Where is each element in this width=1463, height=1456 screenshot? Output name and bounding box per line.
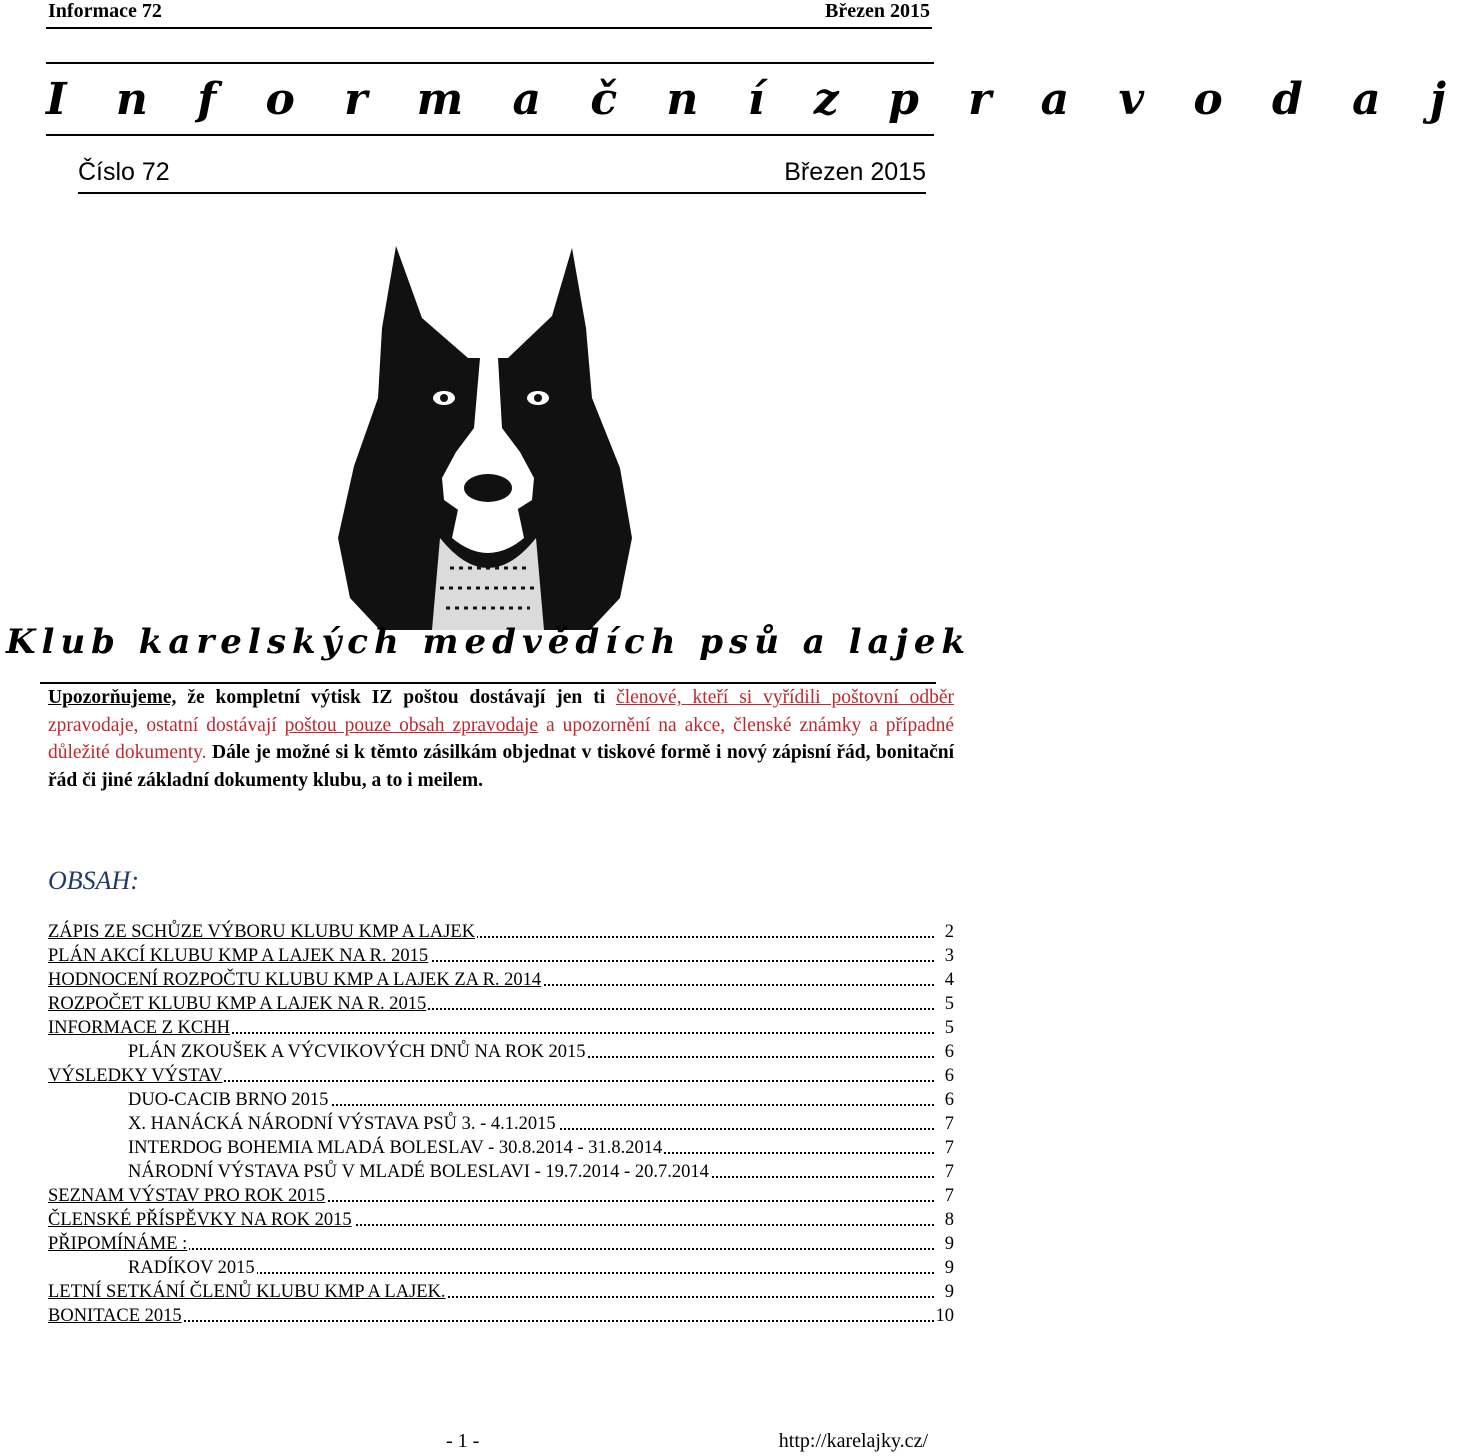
- page-number: - 1 -: [446, 1430, 480, 1452]
- toc-page: 9: [944, 1258, 954, 1278]
- issue-date: Březen 2015: [784, 158, 926, 186]
- toc-page: 8: [944, 1210, 954, 1230]
- header-date: Březen 2015: [825, 0, 930, 22]
- issue-line: [78, 158, 926, 194]
- notice-text-1: že kompletní výtisk IZ poštou dostávají jen ti: [176, 687, 617, 708]
- toc-page: 5: [944, 1018, 954, 1038]
- notice-text-4: Dále je možné si k těmto zásilkám objednat v tiskové formě i nový zápisní řád, bonitační řád či jiné základní dokumenty klubu, a to i meilem.: [48, 742, 954, 791]
- toc-entry[interactable]: HODNOCENÍ ROZPOČTU KLUBU KMP A LAJEK ZA R. 2014 4: [48, 970, 954, 990]
- toc-page: 7: [944, 1162, 954, 1182]
- toc-entry[interactable]: SEZNAM VÝSTAV PRO ROK 2015 7: [48, 1186, 954, 1206]
- table-of-contents: [48, 920, 954, 1328]
- footer-url-link[interactable]: http://karelajky.cz/: [778, 1430, 928, 1452]
- toc-page: 3: [944, 946, 954, 966]
- notice-lead: Upozorňujeme,: [48, 687, 177, 708]
- masthead-title: I n f o r m a č n í z p r a v o d a j: [46, 74, 1463, 125]
- club-name: [0, 622, 972, 668]
- toc-entry[interactable]: ROZPOČET KLUBU KMP A LAJEK NA R. 2015 5: [48, 994, 954, 1014]
- toc-entry[interactable]: PŘIPOMÍNÁME : 9: [48, 1234, 954, 1254]
- toc-subentry[interactable]: NÁRODNÍ VÝSTAVA PSŮ V MLADÉ BOLESLAVI - 19.7.2014 - 20.7.2014 7: [128, 1162, 954, 1182]
- notice-paragraph: [48, 684, 954, 794]
- toc-page: 4: [944, 970, 954, 990]
- toc-subentry[interactable]: RADÍKOV 2015 9: [128, 1258, 954, 1278]
- toc-page: 6: [944, 1066, 954, 1086]
- dog-head-icon: [320, 238, 656, 630]
- toc-entry[interactable]: BONITACE 2015 10: [48, 1306, 954, 1326]
- toc-page: 7: [944, 1114, 954, 1134]
- toc-subentry[interactable]: INTERDOG BOHEMIA MLADÁ BOLESLAV - 30.8.2014 - 31.8.2014 7: [128, 1138, 954, 1158]
- masthead: [46, 62, 1463, 136]
- toc-entry[interactable]: VÝSLEDKY VÝSTAV 6: [48, 1066, 954, 1086]
- toc-page: 7: [944, 1186, 954, 1206]
- header-issue: Informace 72: [48, 0, 162, 22]
- toc-page: 6: [944, 1090, 954, 1110]
- toc-page: 10: [935, 1306, 954, 1326]
- notice-link-content[interactable]: poštou pouze obsah zpravodaje: [284, 714, 539, 736]
- running-header: [48, 0, 930, 26]
- toc-entry[interactable]: INFORMACE Z KCHH 5: [48, 1018, 954, 1038]
- header-rule: [46, 27, 932, 29]
- toc-subentry[interactable]: DUO-CACIB BRNO 2015 6: [128, 1090, 954, 1110]
- toc-subentry[interactable]: PLÁN ZKOUŠEK A VÝCVIKOVÝCH DNŮ NA ROK 2015 6: [128, 1042, 954, 1062]
- issue-number: Číslo 72: [78, 158, 170, 186]
- toc-entry[interactable]: PLÁN AKCÍ KLUBU KMP A LAJEK NA R. 2015 3: [48, 946, 954, 966]
- notice-link-postal[interactable]: členové, kteří si vyřídili poštovní odběr: [616, 687, 954, 708]
- notice-text-2: zpravodaje, ostatní dostávají: [48, 714, 285, 736]
- toc-page: 5: [944, 994, 954, 1014]
- toc-page: 7: [944, 1138, 954, 1158]
- toc-page: 9: [944, 1234, 954, 1254]
- toc-subentry[interactable]: X. HANÁCKÁ NÁRODNÍ VÝSTAVA PSŮ 3. - 4.1.2015 7: [128, 1114, 954, 1134]
- club-name-text: Klub karelských medvědích psů a lajek: [6, 622, 972, 662]
- notice-text-3: a upozornění na akce, členské známky a případné důležité dokumenty.: [48, 714, 955, 763]
- toc-entry[interactable]: LETNÍ SETKÁNÍ ČLENŮ KLUBU KMP A LAJEK. 9: [48, 1282, 954, 1302]
- toc-entry[interactable]: ČLENSKÉ PŘÍSPĚVKY NA ROK 2015 8: [48, 1210, 954, 1230]
- contents-heading: OBSAH:: [48, 866, 139, 895]
- toc-page: 2: [944, 922, 954, 942]
- toc-page: 9: [944, 1282, 954, 1302]
- toc-entry[interactable]: ZÁPIS ZE SCHŮZE VÝBORU KLUBU KMP A LAJEK 2: [48, 922, 954, 942]
- toc-page: 6: [944, 1042, 954, 1062]
